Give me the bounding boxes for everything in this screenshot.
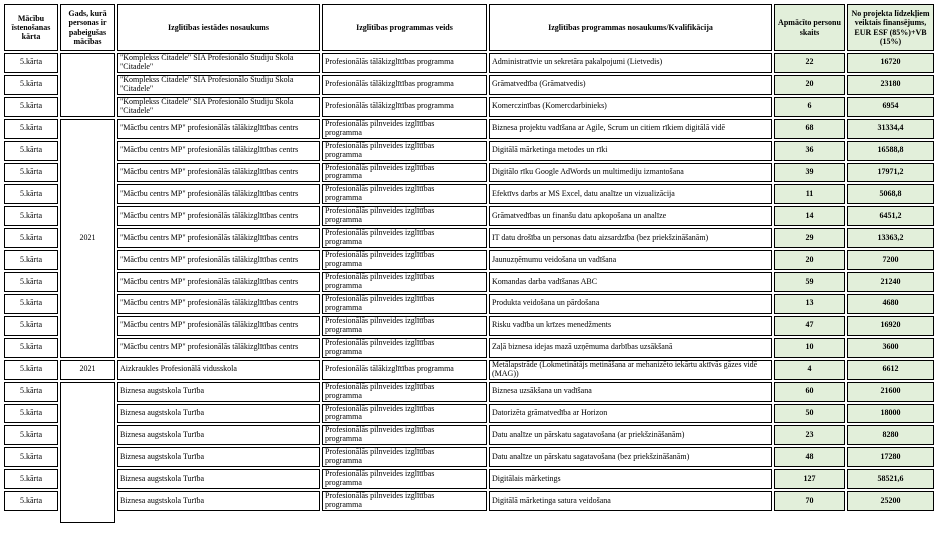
cell-karta: 5.kārta [4, 469, 58, 489]
table-row [4, 338, 934, 358]
cell-program-name: Datu analīze un pārskatu sagatavošana (bez priekšzināšanām) [489, 447, 772, 467]
cell-amount: 3600 [847, 338, 934, 358]
cell-karta: 5.kārta [4, 250, 58, 270]
cell-program-name: Administratīvie un sekretāra pakalpojumi (Lietvedis) [489, 53, 772, 73]
cell-institution: Biznesa augstskola Turība [117, 382, 320, 402]
cell-count: 50 [774, 404, 845, 424]
cell-karta: 5.kārta [4, 272, 58, 292]
cell-year [60, 53, 115, 117]
cell-amount: 17971,2 [847, 163, 934, 183]
cell-program-type: Profesionālās tālākizglītības programma [322, 53, 487, 73]
cell-amount: 6954 [847, 97, 934, 117]
ghost-cell [117, 513, 320, 523]
cell-amount: 25200 [847, 491, 934, 511]
cell-program-type: Profesionālās pilnveides izglītības programma [322, 272, 487, 292]
cell-amount: 21240 [847, 272, 934, 292]
cell-institution: "Mācību centrs MP" profesionālās tālākizglītības centrs [117, 250, 320, 270]
cell-program-name: Biznesa uzsākšana un vadīšana [489, 382, 772, 402]
cell-amount: 6612 [847, 360, 934, 380]
table-row [4, 228, 934, 248]
cell-institution: "Mācību centrs MP" profesionālās tālākizglītības centrs [117, 141, 320, 161]
table-row [4, 184, 934, 204]
cell-institution: "Komplekss Citadele" SIA Profesionālo Studiju Skola "Citadele" [117, 53, 320, 73]
cell-program-name: Jaunuzņēmumu veidošana un vadīšana [489, 250, 772, 270]
cell-count: 13 [774, 294, 845, 314]
cell-program-name: Komandas darba vadīšanas ABC [489, 272, 772, 292]
cell-karta: 5.kārta [4, 294, 58, 314]
cell-institution: "Mācību centrs MP" profesionālās tālākizglītības centrs [117, 338, 320, 358]
ghost-cell [847, 513, 934, 523]
table-row [4, 469, 934, 489]
table-row [4, 294, 934, 314]
cell-count: 39 [774, 163, 845, 183]
cell-karta: 5.kārta [4, 228, 58, 248]
cell-program-name: Digitālo rīku Google AdWords un multimediju izmantošana [489, 163, 772, 183]
cell-karta: 5.kārta [4, 404, 58, 424]
cell-program-name: Biznesa projektu vadīšana ar Agile, Scrum un citiem rīkiem digitālā vidē [489, 119, 772, 139]
cell-program-type: Profesionālās pilnveides izglītības programma [322, 338, 487, 358]
cell-program-type: Profesionālās tālākizglītības programma [322, 97, 487, 117]
cell-karta: 5.kārta [4, 206, 58, 226]
cell-amount: 16920 [847, 316, 934, 336]
cell-amount: 5068,8 [847, 184, 934, 204]
cell-program-name: IT datu drošība un personas datu aizsardzība (bez priekšzināšanām) [489, 228, 772, 248]
cell-karta: 5.kārta [4, 184, 58, 204]
cell-karta: 5.kārta [4, 97, 58, 117]
column-header-iestade: Izglītības iestādes nosaukums [117, 4, 320, 51]
cell-amount: 17280 [847, 447, 934, 467]
cell-program-type: Profesionālās pilnveides izglītības programma [322, 141, 487, 161]
column-header-finansejums: No projekta līdzekļiem veiktais finansējums, EUR ESF (85%)+VB (15%) [847, 4, 934, 51]
header-row [4, 4, 934, 51]
table-row [4, 382, 934, 402]
table-row [4, 425, 934, 445]
cell-karta: 5.kārta [4, 163, 58, 183]
cell-count: 29 [774, 228, 845, 248]
cell-program-name: Komerczinības (Komercdarbinieks) [489, 97, 772, 117]
cell-program-type: Profesionālās pilnveides izglītības programma [322, 469, 487, 489]
table-row [4, 75, 934, 95]
cell-year: 2021 [60, 360, 115, 380]
cell-count: 22 [774, 53, 845, 73]
cell-karta: 5.kārta [4, 53, 58, 73]
cell-institution: "Mācību centrs MP" profesionālās tālākizglītības centrs [117, 294, 320, 314]
table-row [4, 206, 934, 226]
cell-karta: 5.kārta [4, 382, 58, 402]
cell-karta: 5.kārta [4, 447, 58, 467]
cell-year [60, 382, 115, 523]
cell-karta: 5.kārta [4, 75, 58, 95]
column-header-programmas-nosaukums: Izglītības programmas nosaukums/Kvalifikācija [489, 4, 772, 51]
cell-amount: 31334,4 [847, 119, 934, 139]
cell-karta: 5.kārta [4, 338, 58, 358]
cell-count: 11 [774, 184, 845, 204]
table-row [4, 360, 934, 380]
cell-program-type: Profesionālās pilnveides izglītības programma [322, 250, 487, 270]
cell-program-name: Grāmatvedība (Grāmatvedis) [489, 75, 772, 95]
ghost-cell [774, 513, 845, 523]
cell-institution: Aizkraukles Profesionālā vidusskola [117, 360, 320, 380]
cell-program-name: Grāmatvedības un finanšu datu apkopošana un analīze [489, 206, 772, 226]
cell-amount: 6451,2 [847, 206, 934, 226]
ghost-cell [322, 513, 487, 523]
cell-institution: "Komplekss Citadele" SIA Profesionālo Studiju Skola "Citadele" [117, 75, 320, 95]
cell-karta: 5.kārta [4, 316, 58, 336]
cell-program-name: Zaļā biznesa idejas mazā uzņēmuma darbības uzsākšanā [489, 338, 772, 358]
table-body [4, 53, 934, 523]
cell-karta: 5.kārta [4, 491, 58, 511]
table-row [4, 163, 934, 183]
cell-institution: Biznesa augstskola Turība [117, 469, 320, 489]
cell-program-name: Efektīvs darbs ar MS Excel, datu analīze un vizualizācija [489, 184, 772, 204]
document-page [2, 2, 938, 536]
cell-count: 59 [774, 272, 845, 292]
cell-count: 10 [774, 338, 845, 358]
cell-program-type: Profesionālās pilnveides izglītības programma [322, 294, 487, 314]
column-header-gads: Gads, kurā personas ir pabeigušas mācības [60, 4, 115, 51]
cell-institution: "Mācību centrs MP" profesionālās tālākizglītības centrs [117, 119, 320, 139]
cell-count: 20 [774, 75, 845, 95]
cell-program-name: Digitālā mārketinga metodes un rīki [489, 141, 772, 161]
cell-amount: 16720 [847, 53, 934, 73]
cell-program-type: Profesionālās pilnveides izglītības programma [322, 425, 487, 445]
cell-program-type: Profesionālās pilnveides izglītības programma [322, 382, 487, 402]
table-row [4, 97, 934, 117]
training-table [2, 2, 936, 525]
cell-program-type: Profesionālās pilnveides izglītības programma [322, 206, 487, 226]
cell-program-type: Profesionālās pilnveides izglītības programma [322, 491, 487, 511]
cell-institution: "Mācību centrs MP" profesionālās tālākizglītības centrs [117, 184, 320, 204]
column-header-karta: Mācību īstenošanas kārta [4, 4, 58, 51]
cell-count: 36 [774, 141, 845, 161]
cell-count: 127 [774, 469, 845, 489]
cell-amount: 4680 [847, 294, 934, 314]
cell-amount: 58521,6 [847, 469, 934, 489]
table-overflow-row [4, 513, 934, 523]
cell-count: 70 [774, 491, 845, 511]
table-row [4, 119, 934, 139]
table-row [4, 53, 934, 73]
table-header [4, 4, 934, 51]
cell-institution: "Mācību centrs MP" profesionālās tālākizglītības centrs [117, 316, 320, 336]
cell-amount: 13363,2 [847, 228, 934, 248]
table-row [4, 250, 934, 270]
cell-program-type: Profesionālās pilnveides izglītības programma [322, 228, 487, 248]
cell-institution: "Mācību centrs MP" profesionālās tālākizglītības centrs [117, 272, 320, 292]
cell-program-type: Profesionālās pilnveides izglītības programma [322, 119, 487, 139]
cell-institution: Biznesa augstskola Turība [117, 447, 320, 467]
table-row [4, 316, 934, 336]
cell-count: 60 [774, 382, 845, 402]
cell-count: 23 [774, 425, 845, 445]
cell-amount: 21600 [847, 382, 934, 402]
cell-institution: Biznesa augstskola Turība [117, 491, 320, 511]
cell-program-name: Risku vadība un krīzes menedžments [489, 316, 772, 336]
cell-institution: "Mācību centrs MP" profesionālās tālākizglītības centrs [117, 163, 320, 183]
table-row [4, 447, 934, 467]
cell-amount: 8280 [847, 425, 934, 445]
cell-karta: 5.kārta [4, 141, 58, 161]
cell-institution: "Komplekss Citadele" SIA Profesionālo Studiju Skola "Citadele" [117, 97, 320, 117]
cell-count: 14 [774, 206, 845, 226]
cell-count: 68 [774, 119, 845, 139]
cell-program-type: Profesionālās pilnveides izglītības programma [322, 163, 487, 183]
ghost-cell [4, 513, 58, 523]
cell-count: 48 [774, 447, 845, 467]
cell-program-type: Profesionālās pilnveides izglītības programma [322, 316, 487, 336]
cell-amount: 23180 [847, 75, 934, 95]
cell-institution: "Mācību centrs MP" profesionālās tālākizglītības centrs [117, 228, 320, 248]
column-header-programmas-veids: Izglītības programmas veids [322, 4, 487, 51]
cell-count: 47 [774, 316, 845, 336]
cell-count: 20 [774, 250, 845, 270]
cell-program-type: Profesionālās pilnveides izglītības programma [322, 404, 487, 424]
table-row [4, 272, 934, 292]
cell-program-name: Datorizēta grāmatvedība ar Horizon [489, 404, 772, 424]
cell-count: 4 [774, 360, 845, 380]
cell-program-type: Profesionālās tālākizglītības programma [322, 75, 487, 95]
table-row [4, 404, 934, 424]
cell-institution: Biznesa augstskola Turība [117, 425, 320, 445]
cell-program-type: Profesionālās pilnveides izglītības programma [322, 184, 487, 204]
cell-program-name: Digitālais mārketings [489, 469, 772, 489]
cell-karta: 5.kārta [4, 360, 58, 380]
column-header-personu-skaits: Apmācīto personu skaits [774, 4, 845, 51]
ghost-cell [489, 513, 772, 523]
cell-amount: 16588,8 [847, 141, 934, 161]
table-row [4, 491, 934, 511]
cell-program-name: Metālapstrāde (Lokmetinātājs metināšana ar mehanizēto iekārtu aktīvās gāzes vidē (MAG)) [489, 360, 772, 380]
table-row [4, 141, 934, 161]
cell-year: 2021 [60, 119, 115, 358]
cell-karta: 5.kārta [4, 119, 58, 139]
cell-program-name: Datu analīze un pārskatu sagatavošana (ar priekšzināšanām) [489, 425, 772, 445]
cell-program-name: Produkta veidošana un pārdošana [489, 294, 772, 314]
cell-count: 6 [774, 97, 845, 117]
cell-amount: 7200 [847, 250, 934, 270]
cell-institution: Biznesa augstskola Turība [117, 404, 320, 424]
cell-institution: "Mācību centrs MP" profesionālās tālākizglītības centrs [117, 206, 320, 226]
cell-amount: 18000 [847, 404, 934, 424]
cell-program-type: Profesionālās tālākizglītības programma [322, 360, 487, 380]
cell-program-type: Profesionālās pilnveides izglītības programma [322, 447, 487, 467]
cell-karta: 5.kārta [4, 425, 58, 445]
cell-program-name: Digitālā mārketinga satura veidošana [489, 491, 772, 511]
